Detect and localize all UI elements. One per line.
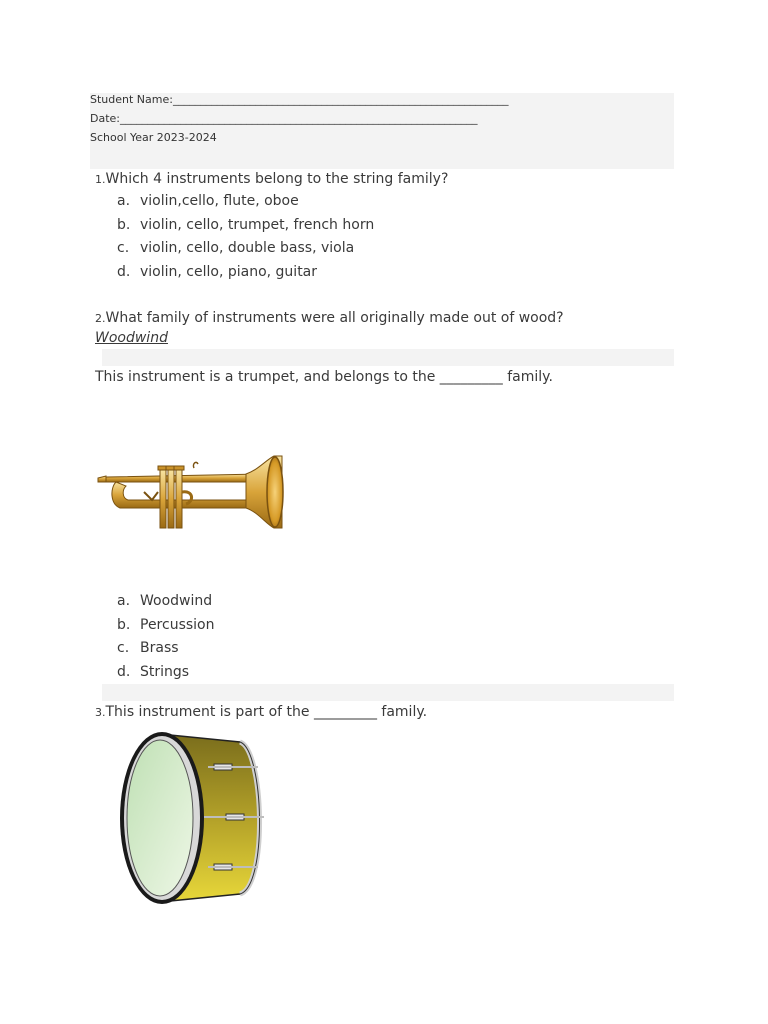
option-text: violin, cello, double bass, viola: [140, 240, 355, 257]
option-text: violin,cello, flute, oboe: [140, 193, 299, 209]
trumpet-question-options: [117, 593, 215, 688]
option-letter: a.: [117, 193, 131, 209]
option-text: violin, cello, trumpet, french horn: [140, 216, 375, 233]
question-1-options: [117, 193, 374, 288]
question-1: [95, 171, 448, 187]
question-1-number: 1.: [95, 173, 106, 186]
question-1-option-c[interactable]: [117, 240, 374, 264]
section-divider: [102, 349, 674, 366]
question-1-option-d[interactable]: [117, 264, 374, 288]
question-1-option-b[interactable]: [117, 217, 374, 241]
question-3-number: 3.: [95, 706, 106, 719]
option-text: Woodwind: [140, 593, 213, 609]
option-letter: c.: [117, 640, 130, 657]
option-text: Brass: [140, 640, 179, 657]
student-info-header: [90, 93, 674, 169]
option-letter: b.: [117, 616, 131, 633]
trumpet-option-b[interactable]: [117, 617, 215, 641]
bass-drum-image: [116, 730, 272, 906]
option-letter: d.: [117, 264, 131, 281]
option-letter: b.: [117, 216, 131, 233]
option-letter: d.: [117, 664, 131, 681]
school-year-label: School Year 2023-2024: [90, 131, 217, 144]
question-2-answer[interactable]: Woodwind: [95, 330, 168, 346]
trumpet-image: [96, 452, 286, 532]
trumpet-option-a[interactable]: [117, 593, 215, 617]
question-2-number: 2.: [95, 312, 106, 325]
trumpet-question-text: This instrument is a trumpet, and belongs to the _________ family.: [95, 369, 553, 385]
option-text: violin, cello, piano, guitar: [140, 264, 318, 281]
question-2: [95, 310, 564, 326]
question-2-text: What family of instruments were all originally made out of wood?: [105, 310, 564, 326]
section-divider: [102, 684, 674, 701]
trumpet-option-c[interactable]: [117, 640, 215, 664]
option-letter: c.: [117, 240, 130, 257]
student-name-field[interactable]: Student Name:_____________________________________________________________: [90, 93, 509, 106]
option-letter: a.: [117, 593, 131, 609]
date-field[interactable]: Date:_________________________________________________________________: [90, 112, 478, 125]
question-1-option-a[interactable]: [117, 193, 374, 217]
option-text: Strings: [140, 664, 190, 681]
question-1-text: Which 4 instruments belong to the string family?: [105, 171, 449, 187]
option-text: Percussion: [140, 616, 215, 633]
question-3: [95, 704, 427, 720]
question-3-text: This instrument is part of the _________ family.: [105, 704, 428, 720]
